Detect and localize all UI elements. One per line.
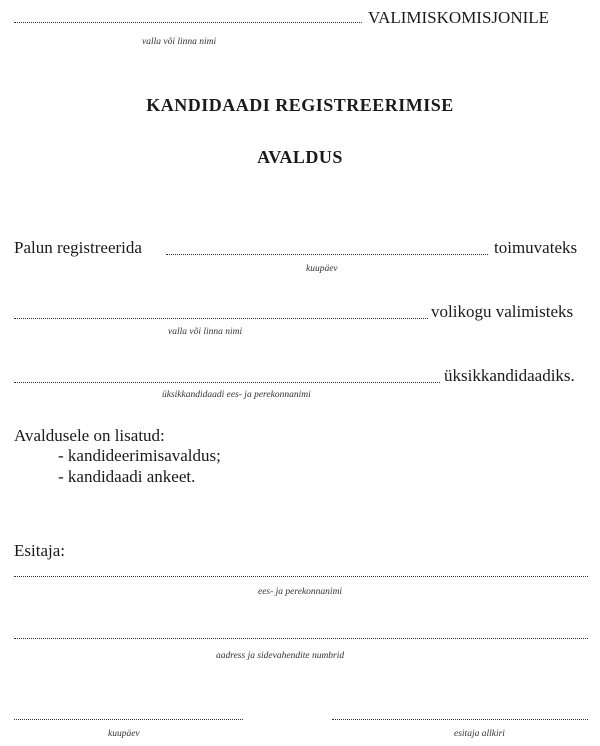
- submission-date-caption: kuupäev: [108, 729, 140, 739]
- submitter-address-field[interactable]: [14, 638, 588, 639]
- submitter-name-caption: ees- ja perekonnanimi: [258, 587, 343, 597]
- request-lead: Palun registreerida: [14, 238, 142, 257]
- signature-caption: esitaja allkiri: [454, 729, 505, 739]
- submitter-address-caption: aadress ja sidevahendite numbrid: [216, 651, 345, 661]
- submitter-name-field[interactable]: [14, 576, 588, 577]
- signature-field[interactable]: [332, 719, 588, 720]
- document-title-line1: KANDIDAADI REGISTREERIMISE: [146, 95, 454, 115]
- municipality-caption: valla või linna nimi: [142, 37, 217, 47]
- candidate-name-field[interactable]: [14, 382, 440, 383]
- council-tail: volikogu valimisteks: [431, 302, 574, 321]
- attachment-item: - kandideerimisavaldus;: [58, 446, 221, 465]
- submission-date-field[interactable]: [14, 719, 243, 720]
- document-title-line2: AVALDUS: [257, 147, 343, 167]
- candidate-tail: üksikkandidaadiks.: [444, 366, 575, 385]
- attachments-heading: Avaldusele on lisatud:: [14, 426, 165, 445]
- attachment-item: - kandidaadi ankeet.: [58, 467, 196, 486]
- election-date-caption: kuupäev: [306, 264, 338, 274]
- candidate-name-caption: üksikkandidaadi ees- ja perekonnanimi: [162, 390, 311, 400]
- council-name-caption: valla või linna nimi: [168, 327, 243, 337]
- election-date-field[interactable]: [166, 254, 488, 255]
- municipality-field[interactable]: [14, 22, 362, 23]
- addressee-label: VALIMISKOMISJONILE: [368, 8, 550, 27]
- request-tail: toimuvateks: [494, 238, 578, 257]
- council-name-field[interactable]: [14, 318, 428, 319]
- submitter-heading: Esitaja:: [14, 541, 65, 560]
